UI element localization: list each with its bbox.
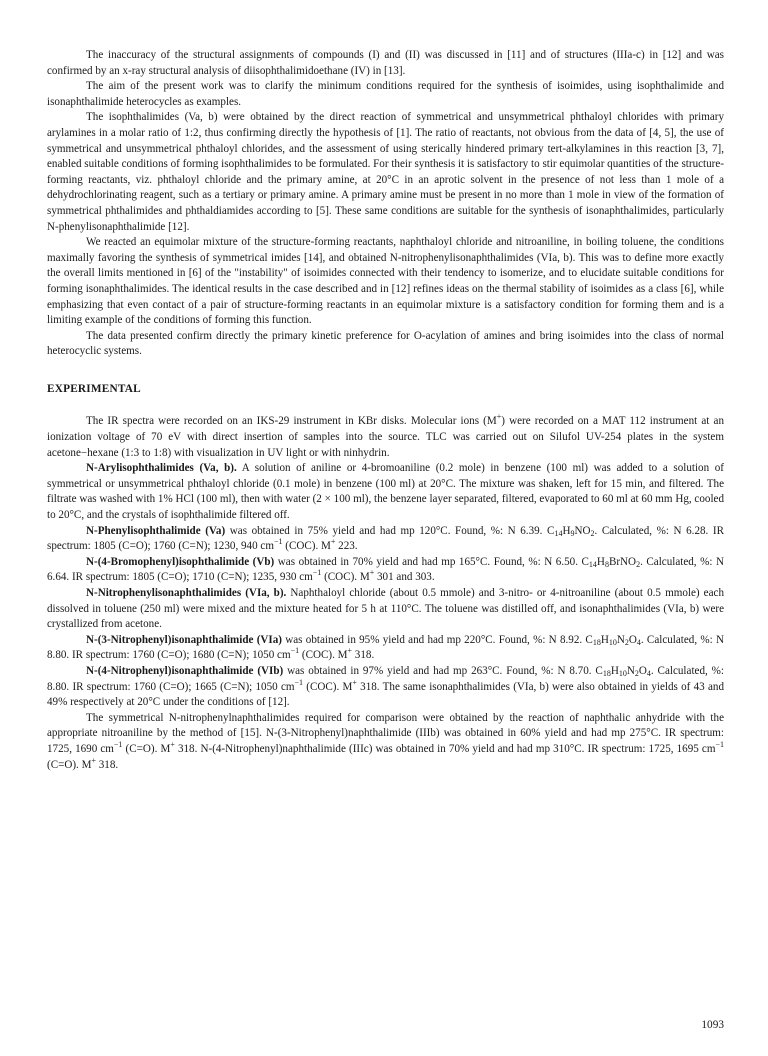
paragraph-via: N-(3-Nitrophenyl)isonaphthalimide (VIa) was obtained in 95% yield and had mp 220°C. Found, %: N 8.92. $C_{18}H_{10}N_2O_4$. Calculated, %: N 8.80. IR spectrum: 1760 (C=O); 1680 (C=N); 1050 $cm^{-1}$ (COC). M+ 318. [47, 633, 724, 662]
experimental-section [47, 414, 724, 773]
compound-title: N-Nitrophenylisonaphthalimides (VIa, b). [86, 587, 287, 599]
paragraph: We reacted an equimolar mixture of the structure-forming reactants, naphthaloyl chloride and nitroaniline, in boiling toluene, the conditions maximally favoring the synthesis of symmetrical imides [14], and obtained N-nitrophenylisonaphthalimides (VIa, b). This was to define more exactly the overall limits mentioned in [6] of the "instability" of isoimides connected with their tendency to isomerize, and to elucidate suitable conditions for forming isonaphthalimides. The identical results in the case described and in [12] refines ideas on the thermal stability of isoimides as a class [6], while emphasizing that even contact of a pair of structure-forming reactants in an equimolar mixture is a satisfactory condition for forming them and is a limiting example of the conditions of forming this function. [47, 236, 724, 327]
paragraph: The inaccuracy of the structural assignments of compounds (I) and (II) was discussed in [11] and of structures (IIIa-c) in [12] and was confirmed by an x-ray structural analysis of diisophthalimidoethane (IV) in [13]. [47, 49, 724, 77]
paragraph-vb: N-(4-Bromophenyl)isophthalimide (Vb) was obtained in 70% yield and had mp 165°C. Found, %: N 6.50. $C_{14}H_8BrNO_2$. Calculated, %: N 6.64. IR spectrum: 1805 (C=O); 1710 (C=N); 1235, 930 $cm^{-1}$ (COC). M+ 301 and 303. [47, 555, 724, 584]
paragraph: The isophthalimides (Va, b) were obtained by the direct reaction of symmetrical and unsymmetrical phthaloyl chlorides with primary arylamines in a molar ratio of 1:2, thus confirming directly the hypothesis of [1]. The ratio of reactants, not obvious from the data of [4, 5], the use of symmetrical and unsymmetrical phthaloyl chlorides, and the assessment of using sterically hindered primary tert-alkylamines in this reaction [3, 7], enabled suitable conditions of forming isophthalimides to be formulated. For their synthesis it is satisfactory to stir equimolar quantities of the structure-forming reactants, viz. phthaloyl chloride and the primary amine, at 20°C in an aprotic solvent in the presence of not less than 1 mole of a dehydrochlorinating reagent, such as a tertiary or primary amine. A primary amine must be present in no more than 1 mole in view of the formation of symmetrical phthalimides and phthaldiamides according to [5]. These same conditions are suitable for the synthesis of isonaphthalimides, particularly N-phenylisonaphthalimide [12]. [47, 111, 724, 233]
paragraph-arylisophthalimides: N-Arylisophthalimides (Va, b). A solution of aniline or 4-bromoaniline (0.2 mole) in benzene (100 ml) was added to a solution of symmetrical or unsymmetrical phthaloyl chloride (0.1 mole) in benzene (100 ml) at 20°C. The mixture was shaken, left for 15 min, and filtered. The filtrate was washed with 1% HCl (100 ml), then with water (2 × 100 ml), the benzene layer separated, filtered, evaporated to 60 ml at 60 mm Hg, cooled to 20°C, and the crystals of isophthalimide filtered off. [47, 462, 724, 522]
paragraph-va: N-Phenylisophthalimide (Va) was obtained in 75% yield and had mp 120°C. Found, %: N 6.39. $C_{14}H_9NO_2$. Calculated, %: N 6.28. IR spectrum: 1805 (C=O); 1760 (C=N); 1230, 940 $cm^{-1}$ (COC). M+ 223. [47, 524, 724, 553]
compound-title: N-Arylisophthalimides (Va, b). [86, 462, 237, 475]
intro-section [47, 48, 724, 360]
compound-title: N-(4-Bromophenyl)isophthalimide (Vb) [86, 555, 275, 568]
article-body [47, 48, 724, 773]
section-heading: EXPERIMENTAL [47, 382, 141, 395]
paragraph-vib: N-(4-Nitrophenyl)isonaphthalimide (VIb) was obtained in 97% yield and had mp 263°C. Found, %: N 8.70. $C_{18}H_{10}N_2O_4$. Calculated, %: 8.80. IR spectrum: 1760 (C=O); 1665 (C=N); 1050 $cm^{-1}$ (COC). M+ 318. The same isonaphthalimides (VIa, b) were also obtained in yields of 43 and 49% respectively at 20°C under the conditions of [12]. [47, 664, 724, 709]
paragraph-naphthalimides: The symmetrical N-nitrophenylnaphthalimides required for comparison were obtained by the reaction of naphthalic anhydride with the appropriate nitroaniline by the method of [15]. N-(3-Nitrophenyl)naphthalimide (IIIb) was obtained in 60% yield and had mp 275°C. IR spectrum: 1725, 1690 $cm^{-1}$ (C=O). M+ 318. N-(4-Nitrophenyl)naphthalimide (IIIc) was obtained in 70% yield and had mp 310°C. IR spectrum: 1725, 1695 $cm^{-1}$ (C=O). M+ 318. [47, 711, 724, 771]
page-number: 1093 [701, 1019, 724, 1031]
compound-title: N-(3-Nitrophenyl)isonaphthalimide (VIa) [86, 633, 282, 646]
paragraph-via-b: N-Nitrophenylisonaphthalimides (VIa, b). Naphthaloyl chloride (about 0.5 mmole) and 3-nitro- or 4-nitroaniline (about 0.5 mmole) each dissolved in toluene (250 ml) were mixed and the mixture heated for 5 h at 110°C. The toluene was distilled off, and isonaphthalimides (VIa, b) were crystallized from acetone. [47, 587, 724, 631]
paragraph: The aim of the present work was to clarify the minimum conditions required for the synthesis of isoimides, using isophthalimide and isonaphthalimide heterocycles as examples. [47, 80, 724, 108]
compound-title: N-Phenylisophthalimide (Va) [86, 524, 226, 537]
paragraph: The data presented confirm directly the primary kinetic preference for O-acylation of amines and bring isoimides into the class of normal heterocyclic systems. [47, 329, 724, 358]
compound-title: N-(4-Nitrophenyl)isonaphthalimide (VIb) [86, 664, 284, 677]
paragraph-instruments: The IR spectra were recorded on an IKS-29 instrument in KBr disks. Molecular ions (M+) were recorded on a MAT 112 instrument at an ionization voltage of 70 eV with direct insertion of samples into the source. TLC was carried out on Silufol UV-254 plates in the system acetone−hexane (1:3 to 1:8) with visualization in UV light or with ninhydrin. [47, 412, 724, 459]
